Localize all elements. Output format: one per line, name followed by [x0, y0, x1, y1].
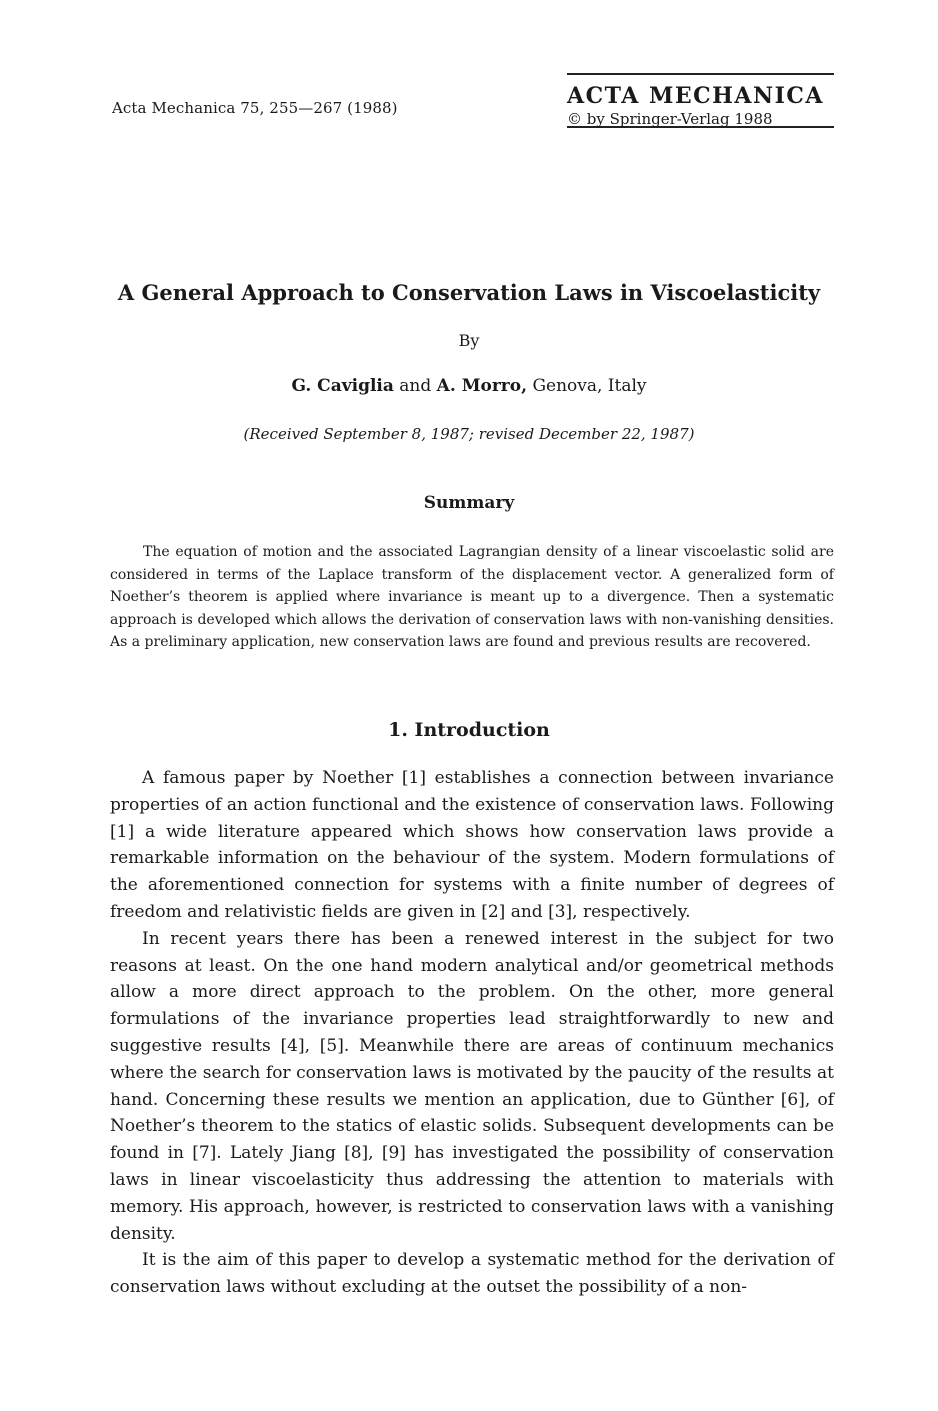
author-line	[0, 376, 938, 396]
byline-by: By	[458, 331, 480, 350]
author-location: Genova, Italy	[532, 376, 647, 396]
journal-masthead	[567, 73, 834, 128]
author-caviglia: G. Caviglia	[291, 376, 394, 396]
journal-name: ACTA MECHANICA	[567, 83, 824, 109]
paragraph: It is the aim of this paper to develop a systematic method for the derivation of conservation laws without excluding at the outset the possibility of a non-	[110, 1250, 834, 1298]
copyright-notice: © by Springer-Verlag 1988	[567, 110, 773, 128]
received-dates: (Received September 8, 1987; revised December 22, 1987)	[243, 425, 695, 443]
summary-text: The equation of motion and the associated Lagrangian density of a linear viscoelastic solid are considered in terms of the Laplace transform of the displacement vector. A generalized form of Noether’s theorem is applied where invariance is meant up to a divergence. Then a systematic approach is developed which allows the derivation of conservation laws with non-vanishing densities. As a preliminary application, new conservation laws are found and previous results are recovered.	[110, 544, 834, 650]
paragraph: A famous paper by Noether [1] establishes a connection between invariance properties of an action functional and the existence of conservation laws. Following [1] a wide literature appeared which shows how conservation laws provide a remarkable information on the behaviour of the system. Modern formulations of the aforementioned connection for systems with a finite number of degrees of freedom and relativistic fields are given in [2] and [3], respectively.	[110, 768, 834, 922]
author-morro: A. Morro,	[436, 376, 528, 396]
section-heading-introduction: 1. Introduction	[388, 719, 550, 741]
summary-heading: Summary	[423, 493, 515, 513]
paper-title: A General Approach to Conservation Laws in Viscoelasticity	[117, 280, 821, 305]
author-conjunction: and	[399, 376, 432, 396]
introduction-body	[110, 765, 834, 1301]
journal-citation: Acta Mechanica 75, 255—267 (1988)	[112, 99, 398, 117]
paragraph: In recent years there has been a renewed interest in the subject for two reasons at least. On the one hand modern analytical and/or geometrical methods allow a more direct approach to the problem. On the other, more general formulations of the invariance properties lead straightforwardly to new and suggestive results [4], [5]. Meanwhile there are areas of continuum mechanics where the search for conservation laws is motivated by the paucity of the results at hand. Concerning these results we mention an application, due to Günther [6], of Noether’s theorem to the statics of elastic solids. Subsequent developments can be found in [7]. Lately Jiang [8], [9] has investigated the possibility of conservation laws in linear viscoelasticity thus addressing the attention to materials with memory. His approach, however, is restricted to conservation laws with a vanishing density.	[110, 928, 834, 1244]
